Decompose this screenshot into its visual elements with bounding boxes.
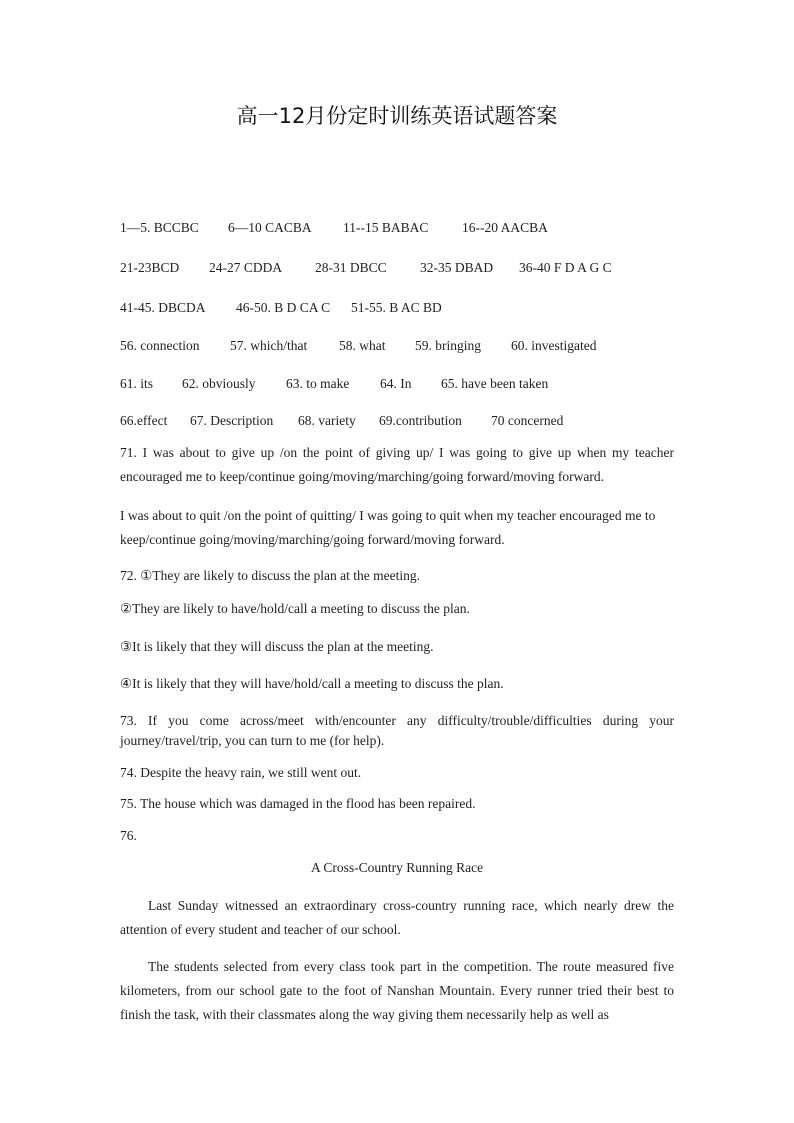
answer-item: 46-50. B D CA C xyxy=(236,300,331,315)
answer-item: 65. have been taken xyxy=(441,376,549,391)
answer-item: 1—5. BCCBC xyxy=(120,220,199,235)
fill-answers-row-2 xyxy=(120,376,548,392)
mc-answers-row-1 xyxy=(120,220,548,236)
answer-item: 62. obviously xyxy=(182,376,256,391)
answer-item: 28-31 DBCC xyxy=(315,260,387,275)
mc-answers-row-3 xyxy=(120,300,442,316)
answer-item: 51-55. B AC BD xyxy=(351,300,442,315)
answer-item: 59. bringing xyxy=(415,338,481,353)
answer-item: 70 concerned xyxy=(491,413,564,428)
answer-72-3: ③It is likely that they will discuss the plan at the meeting. xyxy=(120,639,434,654)
answer-item: 61. its xyxy=(120,376,154,391)
answer-76-label: 76. xyxy=(120,828,137,843)
answer-item: 21-23BCD xyxy=(120,260,180,275)
answer-item: 36-40 F D A G C xyxy=(519,260,612,275)
answer-item: 57. which/that xyxy=(230,338,308,353)
answer-72-4: ④It is likely that they will have/hold/call a meeting to discuss the plan. xyxy=(120,676,504,691)
answer-item: 63. to make xyxy=(286,376,350,391)
essay-paragraph-2: The students selected from every class took part in the competition. The route measured five kilometers, from our school gate to the foot of Nanshan Mountain. Every runner tried their best to finish the task, with their classmates along the way giving them necessarily help as well as xyxy=(120,959,674,1022)
answer-item: 24-27 CDDA xyxy=(209,260,283,275)
essay-title: A Cross-Country Running Race xyxy=(310,860,484,875)
answer-item: 68. variety xyxy=(298,413,356,428)
answer-item: 41-45. DBCDA xyxy=(120,300,206,315)
answer-item: 58. what xyxy=(339,338,386,353)
fill-answers-row-3 xyxy=(120,413,563,429)
answer-item: 32-35 DBAD xyxy=(420,260,494,275)
answer-72-1: 72. ①They are likely to discuss the plan at the meeting. xyxy=(120,568,421,583)
answer-item: 6—10 CACBA xyxy=(228,220,312,235)
essay-paragraph-1: Last Sunday witnessed an extraordinary cross-country running race, which nearly drew the attention of every student and teacher of our school. xyxy=(120,898,674,937)
answer-item: 64. In xyxy=(380,376,412,391)
answer-74: 74. Despite the heavy rain, we still went out. xyxy=(120,765,362,780)
answer-71-a: 71. I was about to give up /on the point of giving up/ I was going to give up when my teacher encouraged me to keep/continue going/moving/marching/going forward/moving forward. xyxy=(120,445,674,484)
answer-item: 56. connection xyxy=(120,338,200,353)
answer-72-2: ②They are likely to have/hold/call a meeting to discuss the plan. xyxy=(120,601,470,616)
page-title: 高一12月份定时训练英语试题答案 xyxy=(236,104,558,128)
answer-73: 73. If you come across/meet with/encounter any difficulty/trouble/difficulties during your journey/travel/trip, you can turn to me (for help). xyxy=(120,713,674,748)
answer-item: 11--15 BABAC xyxy=(343,220,429,235)
answer-item: 66.effect xyxy=(120,413,168,428)
answer-item: 16--20 AACBA xyxy=(462,220,548,235)
fill-answers-row-1 xyxy=(120,338,596,354)
answer-item: 67. Description xyxy=(190,413,274,428)
answer-75: 75. The house which was damaged in the flood has been repaired. xyxy=(120,796,476,811)
answer-item: 60. investigated xyxy=(511,338,597,353)
mc-answers-row-2 xyxy=(120,260,612,276)
answer-item: 69.contribution xyxy=(379,413,462,428)
answer-71-b: I was about to quit /on the point of quitting/ I was going to quit when my teacher encouraged me to keep/continue going/moving/marching/going forward/moving forward. xyxy=(120,508,656,547)
